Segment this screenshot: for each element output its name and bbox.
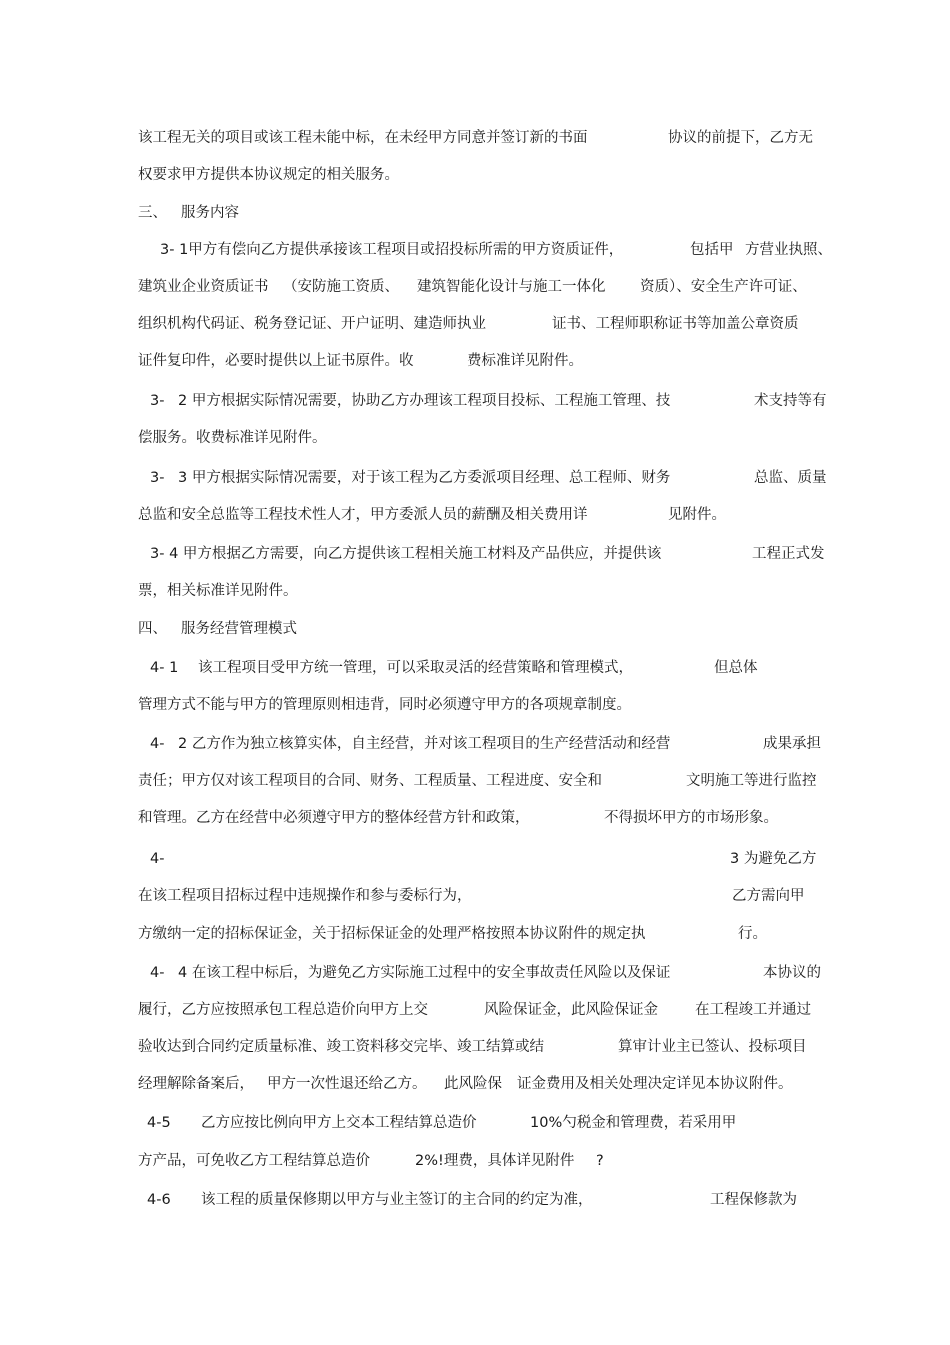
- text-line: 2%!理费，具体详见附件: [415, 1153, 575, 1169]
- text-line: 成果承担: [763, 736, 821, 752]
- text-line: 3 甲方根据实际情况需要，对于该工程为乙方委派项目经理、总工程师、财务: [178, 470, 671, 486]
- text-line: 方缴纳一定的招标保证金，关于招标保证金的处理严格按照本协议附件的规定执: [138, 926, 646, 942]
- text-line: 2 甲方根据实际情况需要，协助乙方办理该工程项目投标、工程施工管理、技: [178, 393, 671, 409]
- text-line: 风险保证金，此风险保证金: [484, 1002, 658, 1018]
- text-line: 总监、质量: [754, 470, 827, 486]
- text-line: 建筑业企业资质证书: [138, 279, 269, 295]
- text-line: 偿服务。收费标准详见附件。: [138, 430, 327, 446]
- text-line: 4-5: [147, 1115, 171, 1131]
- text-line: 文明施工等进行监控: [686, 773, 817, 789]
- text-line: 但总体: [714, 660, 758, 676]
- text-line: 建筑智能化设计与施工一体化: [417, 279, 606, 295]
- text-line: 见附件。: [668, 507, 726, 523]
- text-line: 3-: [150, 470, 165, 486]
- text-line: 本协议的: [763, 965, 821, 981]
- text-line: 总监和安全总监等工程技术性人才，甲方委派人员的薪酬及相关费用详: [138, 507, 588, 523]
- text-line: 该工程项目受甲方统一管理，可以采取灵活的经营策略和管理模式，: [198, 660, 633, 676]
- text-line: 乙方应按比例向甲方上交本工程结算总造价: [201, 1115, 477, 1131]
- section-number: 四、: [138, 621, 167, 637]
- text-line: 4- 1: [150, 660, 179, 676]
- text-line: 费标准详见附件。: [467, 353, 583, 369]
- text-line: ?: [596, 1153, 604, 1169]
- text-line: 验收达到合同约定质量标准、竣工资料移交完毕、竣工结算或结: [138, 1039, 544, 1055]
- section-heading: 服务内容: [181, 205, 239, 221]
- text-line: 方产品，可免收乙方工程结算总造价: [138, 1153, 370, 1169]
- text-line: 证书、工程师职称证书等加盖公章资质: [552, 316, 799, 332]
- section-heading: 服务经营管理模式: [181, 621, 297, 637]
- text-line: 行。: [738, 926, 767, 942]
- text-line: 履行，乙方应按照承包工程总造价向甲方上交: [138, 1002, 428, 1018]
- text-line: 在工程竣工并通过: [695, 1002, 811, 1018]
- text-line: 方营业执照、: [745, 242, 832, 258]
- text-line: 工程保修款为: [710, 1192, 797, 1208]
- text-line: 乙方需向甲: [732, 888, 805, 904]
- text-line: 10%勺税金和管理费，若采用甲: [530, 1115, 737, 1131]
- text-line: 管理方式不能与甲方的管理原则相违背，同时必须遵守甲方的各项规章制度。: [138, 697, 631, 713]
- text-line: 和管理。乙方在经营中必须遵守甲方的整体经营方针和政策，: [138, 810, 530, 826]
- text-line: 4-: [150, 736, 165, 752]
- text-line: （安防施工资质、: [283, 279, 399, 295]
- text-line: 3-: [150, 393, 165, 409]
- text-line: 证金费用及相关处理决定详见本协议附件。: [517, 1076, 793, 1092]
- text-line: 包括甲: [690, 242, 734, 258]
- section-number: 三、: [138, 205, 167, 221]
- text-line: 组织机构代码证、税务登记证、开户证明、建造师执业: [138, 316, 486, 332]
- text-line: 4 在该工程中标后，为避免乙方实际施工过程中的安全事故责任风险以及保证: [178, 965, 671, 981]
- text-line: 算审计业主已签认、投标项目: [618, 1039, 807, 1055]
- text-line: 此风险保: [444, 1076, 502, 1092]
- text-line: 责任；甲方仅对该工程项目的合同、财务、工程质量、工程进度、安全和: [138, 773, 602, 789]
- text-line: 3 为避免乙方: [730, 851, 817, 867]
- text-line: 术支持等有: [754, 393, 827, 409]
- text-line: 不得损坏甲方的市场形象。: [604, 810, 778, 826]
- text-line: 协议的前提下，乙方无: [668, 130, 813, 146]
- text-line: 票，相关标准详见附件。: [138, 583, 298, 599]
- text-line: 资质）、安全生产许可证、: [640, 279, 807, 295]
- text-line: 该工程无关的项目或该工程未能中标，在未经甲方同意并签订新的书面: [138, 130, 588, 146]
- text-line: 甲方一次性退还给乙方。: [267, 1076, 427, 1092]
- text-line: 4-6: [147, 1192, 171, 1208]
- text-line: 权要求甲方提供本协议规定的相关服务。: [138, 167, 399, 183]
- text-line: 在该工程项目招标过程中违规操作和参与委标行为，: [138, 888, 472, 904]
- text-line: 工程正式发: [752, 546, 825, 562]
- text-line: 经理解除备案后，: [138, 1076, 254, 1092]
- text-line: 3- 4 甲方根据乙方需要，向乙方提供该工程相关施工材料及产品供应，并提供该: [150, 546, 662, 562]
- text-line: 证件复印件，必要时提供以上证书原件。收: [138, 353, 414, 369]
- text-line: 2 乙方作为独立核算实体，自主经营，并对该工程项目的生产经营活动和经营: [178, 736, 671, 752]
- text-line: 该工程的质量保修期以甲方与业主签订的主合同的约定为准，: [201, 1192, 593, 1208]
- text-line: 3- 1甲方有偿向乙方提供承接该工程项目或招投标所需的甲方资质证件，: [160, 242, 624, 258]
- text-line: 4-: [150, 965, 165, 981]
- text-line: 4-: [150, 851, 165, 867]
